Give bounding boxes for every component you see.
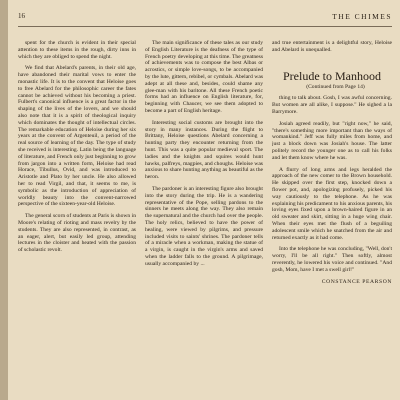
- paragraph: Josiah agreed readily, but "right now," he said, "there's something more important than the ways of womankind." Jeff was fully miles from home, and just a block down was Josiah's house. The latter politely record the younger one as to call his folks and let them know where he was.: [272, 120, 392, 161]
- column-right: [272, 40, 392, 396]
- column-middle: [145, 40, 263, 396]
- author-byline: CONSTANCE PEARSON: [321, 278, 392, 285]
- paragraph: The pardoner is an interesting figure also brought into the story during the trip. He is a wandering representative of the Pope, selling pardons to the sinners he meets along the way. They also remain the supernatural and the church had over the people. The holy relics, believed to have the power of healing, were viewed by pilgrims, and pressure included visits to saints' shrines. The pardoner tells of a miracle when a workman, making the statue of a virgin, is caught in the virgin's arms and saved when the ladder falls to the ground. A pilgrimage, usually accompanied by ...: [145, 185, 263, 267]
- column-left: [18, 40, 136, 396]
- paragraph: We find that Abelard's parents, in their old age, have abandoned their marital vows to enter the monastic life. It is to the convent that Heloise goes to free Abelard for the philosophic career the fates cannot be achieved without his becoming a priest. Fulbert's canonical influence is a great factor in the shaping of the lives of the lovers, and we should also note that it is a spirit of theological inquiry which dominates the thought of intellectual circles. The remarkable education of Heloise during her six years at the convent of Argenteuil, a period of the real source of learning of the day. The type of study she received is interesting. Latin being the language of literature, and French only just beginning to grow from jargon into a written form, Heloise had read Horace, Tibullus, Ovid, and was introduced to Aristotle and Plato by her uncle. He also allowed her to read Virgil, and that, it seems to me, is symbolic as the introduction of appreciation of worldly beauty into the convent-narrowed perspective of the sixteen-year-old Heloise.: [18, 65, 136, 208]
- header-rule: [18, 26, 392, 27]
- paragraph: thing to talk about. Gosh, I was awful concerning. But women are all alike, I suppose." He sighed a la Barrymore.: [272, 95, 392, 115]
- paragraph: Into the telephone he was concluding, "Well, don't worry, I'll be all right." Then softly, almost reverently, he lowered his voice and continued. "And gosh, Mom, have I met a swell girl!": [272, 246, 392, 273]
- paragraph: and true entertainment is a delightful story, Heloise and Abelard is unequalled.: [272, 40, 392, 53]
- paragraph: spent for the church is evident in their special attention to these items in the rough, dirty inns in which they are obliged to spend the night.: [18, 40, 136, 60]
- paragraph: A flurry of long arms and legs heralded the approach of the new comer to the Brown household. He skipped over the first step, knocked down a flower pot, and, apologizing profusely, picked his way cautiously to the telephone. As he was explaining his predicament to his anxious parents, his loving eyes fixed upon a brown-haired figure in an old sweater and skirt, sitting in a huge wing chair. When their eyes met the flush of a beguiling adolescent smile which he snatched from the air and returned exactly as it had come.: [272, 166, 392, 241]
- story-title: Prelude to Manhood: [283, 68, 381, 83]
- continued-note: (Continued from Page 14): [306, 83, 365, 90]
- page-number: 16: [18, 12, 25, 20]
- publication-title: THE CHIMES: [332, 12, 392, 21]
- magazine-page: [8, 0, 400, 400]
- paragraph: Interesting social customs are brought into the story in many instances. During the flight to Brittany, Heloise questions Abelard concerning a hunting party they encounter returning from the hunt. This was a quite popular medieval sport. The ladies and the knights and squires would hunt hawks, palfreys, magpies, and choughs. Heloise was anxious to share hunting anything as beautiful as the heron.: [145, 119, 263, 181]
- paragraph: The general scorn of students at Paris is shown in Moore's relating of rioting and mass revelry by the students. They are also represented, in contrast, as an eager, alert, but easily led group, attending lectures in the cloister and heated with the passion of scholastic revolt.: [18, 213, 136, 254]
- paragraph: The main significance of these tales as our study of English Literature is the deafness of the type of French poetry developing at this time. The greatness of achievements was to compose the best Albas or acrostics, or simple love-songs, to be accompanied by the lute, gittern, rebibel, or cymbals. Abelard was adept at all these and, besides, could shame any glee-man with his baritone. All these French poetic forms had an influence on English literature, for, beginning with Chaucer, we see them adopted to become a part of English heritage.: [145, 40, 263, 114]
- page-header: [18, 12, 392, 24]
